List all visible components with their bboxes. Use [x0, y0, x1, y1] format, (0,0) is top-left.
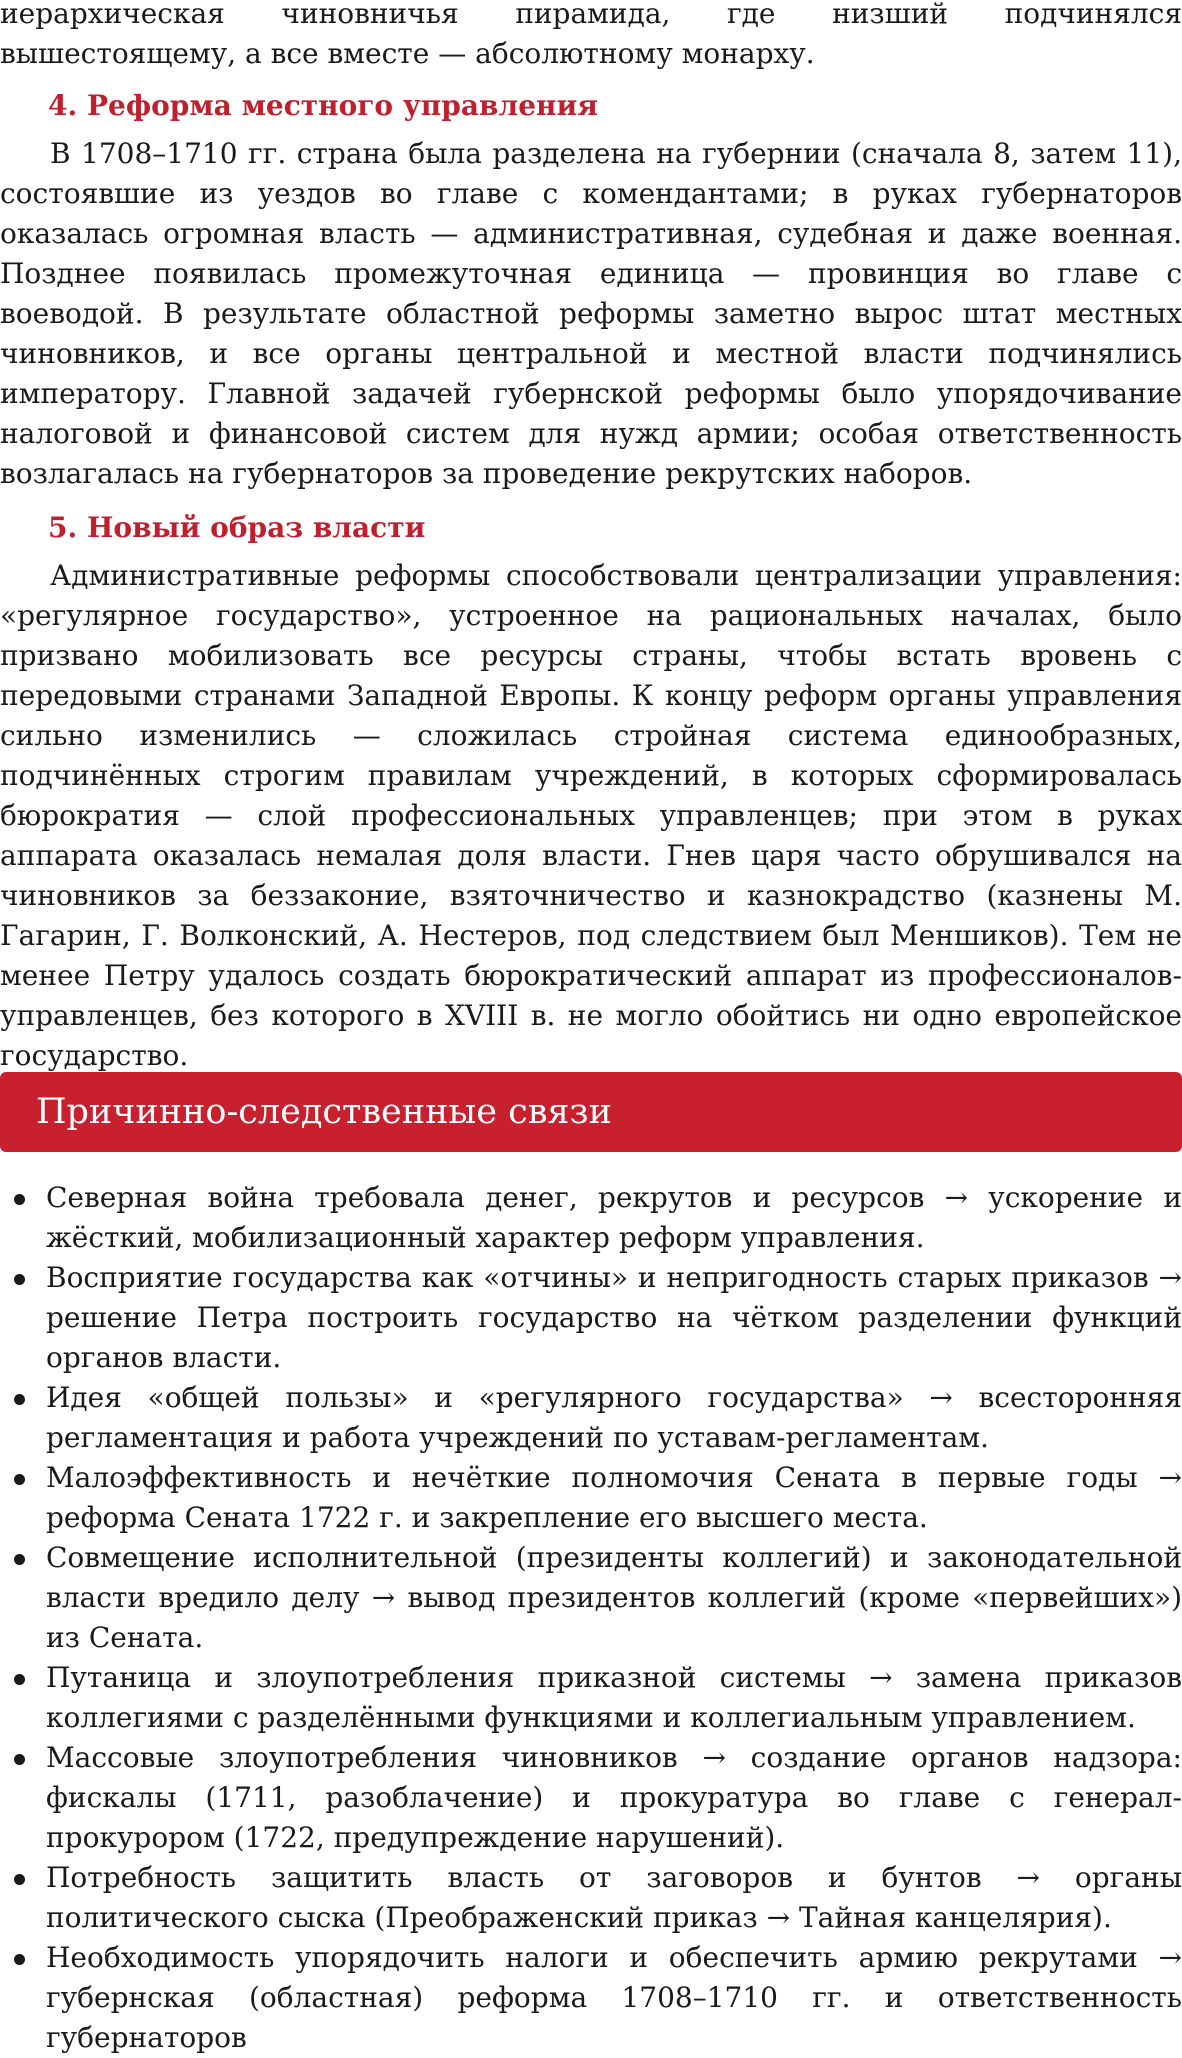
- bullet-icon: [14, 1554, 25, 1565]
- section-4-paragraph: В 1708–1710 гг. страна была разделена на губернии (сначала 8, затем 11), состоявшие из уездов во главе с комендантами; в руках губернаторов оказалась огромная власть — административная, судебная и даже военная. Позднее появилась промежуточная единица — провинция во главе с воеводой. В результате областной реформы заметно вырос штат местных чиновников, и все органы центральной и местной власти подчинялись императору. Главной задачей губернской реформы было упорядочивание налоговой и финансовой систем для нужд армии; особая ответственность возлагалась на губернаторов за проведение рекрутских наборов.: [0, 137, 1182, 490]
- list-item: Потребность защитить власть от заговоров и бунтов → органы политического сыска (Преображенский приказ → Тайная канцелярия).: [0, 1858, 1182, 1938]
- bullet-icon: [14, 1274, 25, 1285]
- list-item: Массовые злоупотребления чиновников → создание органов надзора: фискалы (1711, разоблачение) и прокуратура во главе с генерал-прокурором (1722, предупреждение нарушений).: [0, 1738, 1182, 1858]
- bullet-icon: [14, 1674, 25, 1685]
- list-item: Северная война требовала денег, рекрутов и ресурсов → ускорение и жёсткий, мобилизационный характер реформ управления.: [0, 1178, 1182, 1258]
- list-item: Совмещение исполнительной (президенты коллегий) и законодательной власти вредило делу → вывод президентов коллегий (кроме «первейших») из Сената.: [0, 1538, 1182, 1658]
- bullet-icon: [14, 1874, 25, 1885]
- list-item: Необходимость упорядочить налоги и обеспечить армию рекрутами → губернская (областная) реформа 1708–1710 гг. и ответственность губернаторов: [0, 1938, 1182, 2058]
- cause-effect-list: [0, 1178, 1182, 2058]
- list-item: Идея «общей пользы» и «регулярного государства» → всесторонняя регламентация и работа учреждений по уставам-регламентам.: [0, 1378, 1182, 1458]
- section-5-paragraph: Административные реформы способствовали централизации управления: «регулярное государство», устроенное на рациональных началах, было призвано мобилизовать все ресурсы страны, чтобы встать вровень с передовыми странами Западной Европы. К концу реформ органы управления сильно изменились — сложилась стройная система единообразных, подчинённых строгим правилам учреждений, в которых сформировалась бюрократия — слой профессиональных управленцев; при этом в руках аппарата оказалась немалая доля власти. Гнев царя часто обрушивался на чиновников за беззаконие, взяточничество и казнокрадство (казнены М. Гагарин, Г. Волконский, А. Нестеров, под следствием был Меншиков). Тем не менее Петру удалось создать бюрократический аппарат из профессионалов-управленцев, без которого в XVIII в. не могло обойтись ни одно европейское государство.: [0, 559, 1182, 1072]
- section-5-heading: 5. Новый образ власти: [48, 511, 426, 544]
- intro-paragraph-tail: иерархическая чиновничья пирамида, где низший подчинялся вышестоящему, а все вместе — абсолютному монарху.: [0, 0, 1182, 70]
- section-4-heading: 4. Реформа местного управления: [48, 89, 598, 122]
- bullet-icon: [14, 1474, 25, 1485]
- bullet-icon: [14, 1754, 25, 1765]
- list-item: Восприятие государства как «отчины» и непригодность старых приказов → решение Петра построить государство на чётком разделении функций органов власти.: [0, 1258, 1182, 1378]
- list-item: Путаница и злоупотребления приказной системы → замена приказов коллегиями с разделёнными функциями и коллегиальным управлением.: [0, 1658, 1182, 1738]
- bullet-icon: [14, 1194, 25, 1205]
- bullet-icon: [14, 1954, 25, 1965]
- cause-effect-title: Причинно-следственные связи: [36, 1092, 612, 1132]
- bullet-icon: [14, 1394, 25, 1405]
- cause-effect-banner: [0, 1072, 1182, 1152]
- list-item: Малоэффективность и нечёткие полномочия Сената в первые годы → реформа Сената 1722 г. и закрепление его высшего места.: [0, 1458, 1182, 1538]
